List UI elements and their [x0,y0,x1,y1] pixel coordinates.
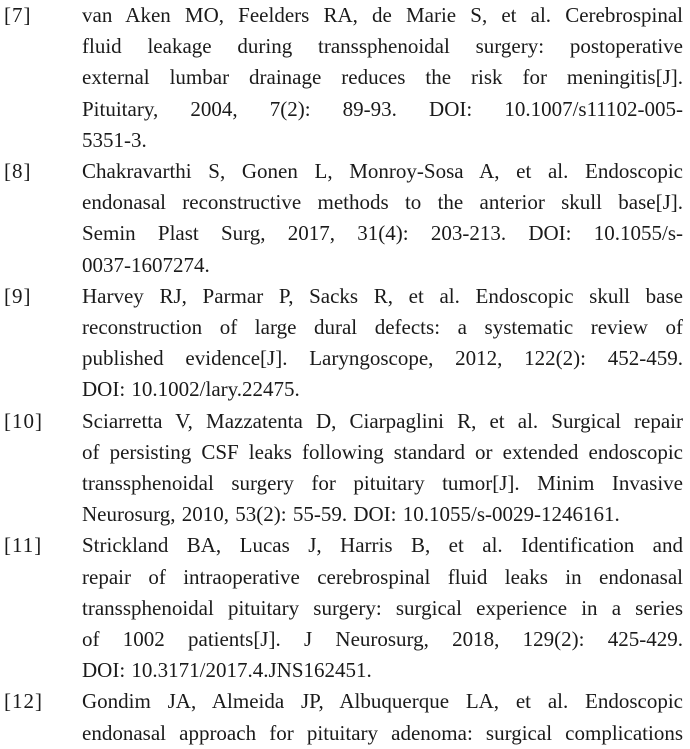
reference-number: [10] [4,408,43,433]
reference-line: repair of intraoperative cerebrospinal fluid leaks in endonasal [82,564,683,589]
reference-text [82,686,683,748]
reference-item-7 [0,0,690,156]
reference-text [82,530,683,686]
reference-text [82,281,683,406]
reference-item-11 [0,530,690,686]
reference-number: [8] [4,159,32,184]
reference-line: external lumbar drainage reduces the risk for meningitis[J]. [82,65,683,90]
reference-line: 0037-1607274. [82,252,210,277]
reference-line: van Aken MO, Feelders RA, de Marie S, et al. Cerebrospinal [82,3,683,27]
reference-text [82,406,683,531]
reference-line: Neurosurg, 2010, 53(2): 55-59. DOI: 10.1055/s-0029-1246161. [82,502,620,527]
reference-line: endonasal approach for pituitary adenoma: surgical complications [82,720,683,745]
reference-line: 5351-3. [82,127,147,152]
reference-line: Harvey RJ, Parmar P, Sacks R, et al. Endoscopic skull base [82,283,683,308]
reference-line: Strickland BA, Lucas J, Harris B, et al. Identification and [82,533,683,558]
reference-text [82,0,683,156]
reference-line: DOI: 10.3171/2017.4.JNS162451. [82,658,372,683]
reference-item-10 [0,406,690,531]
reference-item-8 [0,156,690,281]
reference-text [82,156,683,281]
reference-number: [11] [4,533,43,558]
reference-number: [7] [4,3,32,27]
reference-line: Gondim JA, Almeida JP, Albuquerque LA, et al. Endoscopic [82,689,683,714]
reference-item-9 [0,281,690,406]
reference-line: of persisting CSF leaks following standard or extended endoscopic [82,439,683,464]
reference-line: Sciarretta V, Mazzatenta D, Ciarpaglini R, et al. Surgical repair [82,408,683,433]
reference-line: transsphenoidal pituitary surgery: surgical experience in a series [82,595,683,620]
reference-line: DOI: 10.1002/lary.22475. [82,377,300,402]
reference-line: endonasal reconstructive methods to the anterior skull base[J]. [82,190,683,215]
reference-line: Chakravarthi S, Gonen L, Monroy-Sosa A, et al. Endoscopic [82,159,683,184]
reference-number: [9] [4,283,32,308]
reference-line: fluid leakage during transsphenoidal surgery: postoperative [82,34,683,59]
reference-line: reconstruction of large dural defects: a systematic review of [82,315,683,340]
reference-line: Pituitary, 2004, 7(2): 89-93. DOI: 10.1007/s11102-005- [82,96,683,121]
reference-number: [12] [4,689,43,714]
reference-line: published evidence[J]. Laryngoscope, 2012, 122(2): 452-459. [82,346,683,371]
reference-line: transsphenoidal surgery for pituitary tumor[J]. Minim Invasive [82,471,683,496]
reference-line: of 1002 patients[J]. J Neurosurg, 2018, 129(2): 425-429. [82,627,683,652]
reference-item-12 [0,686,690,748]
reference-line: Semin Plast Surg, 2017, 31(4): 203-213. DOI: 10.1055/s- [82,221,683,246]
